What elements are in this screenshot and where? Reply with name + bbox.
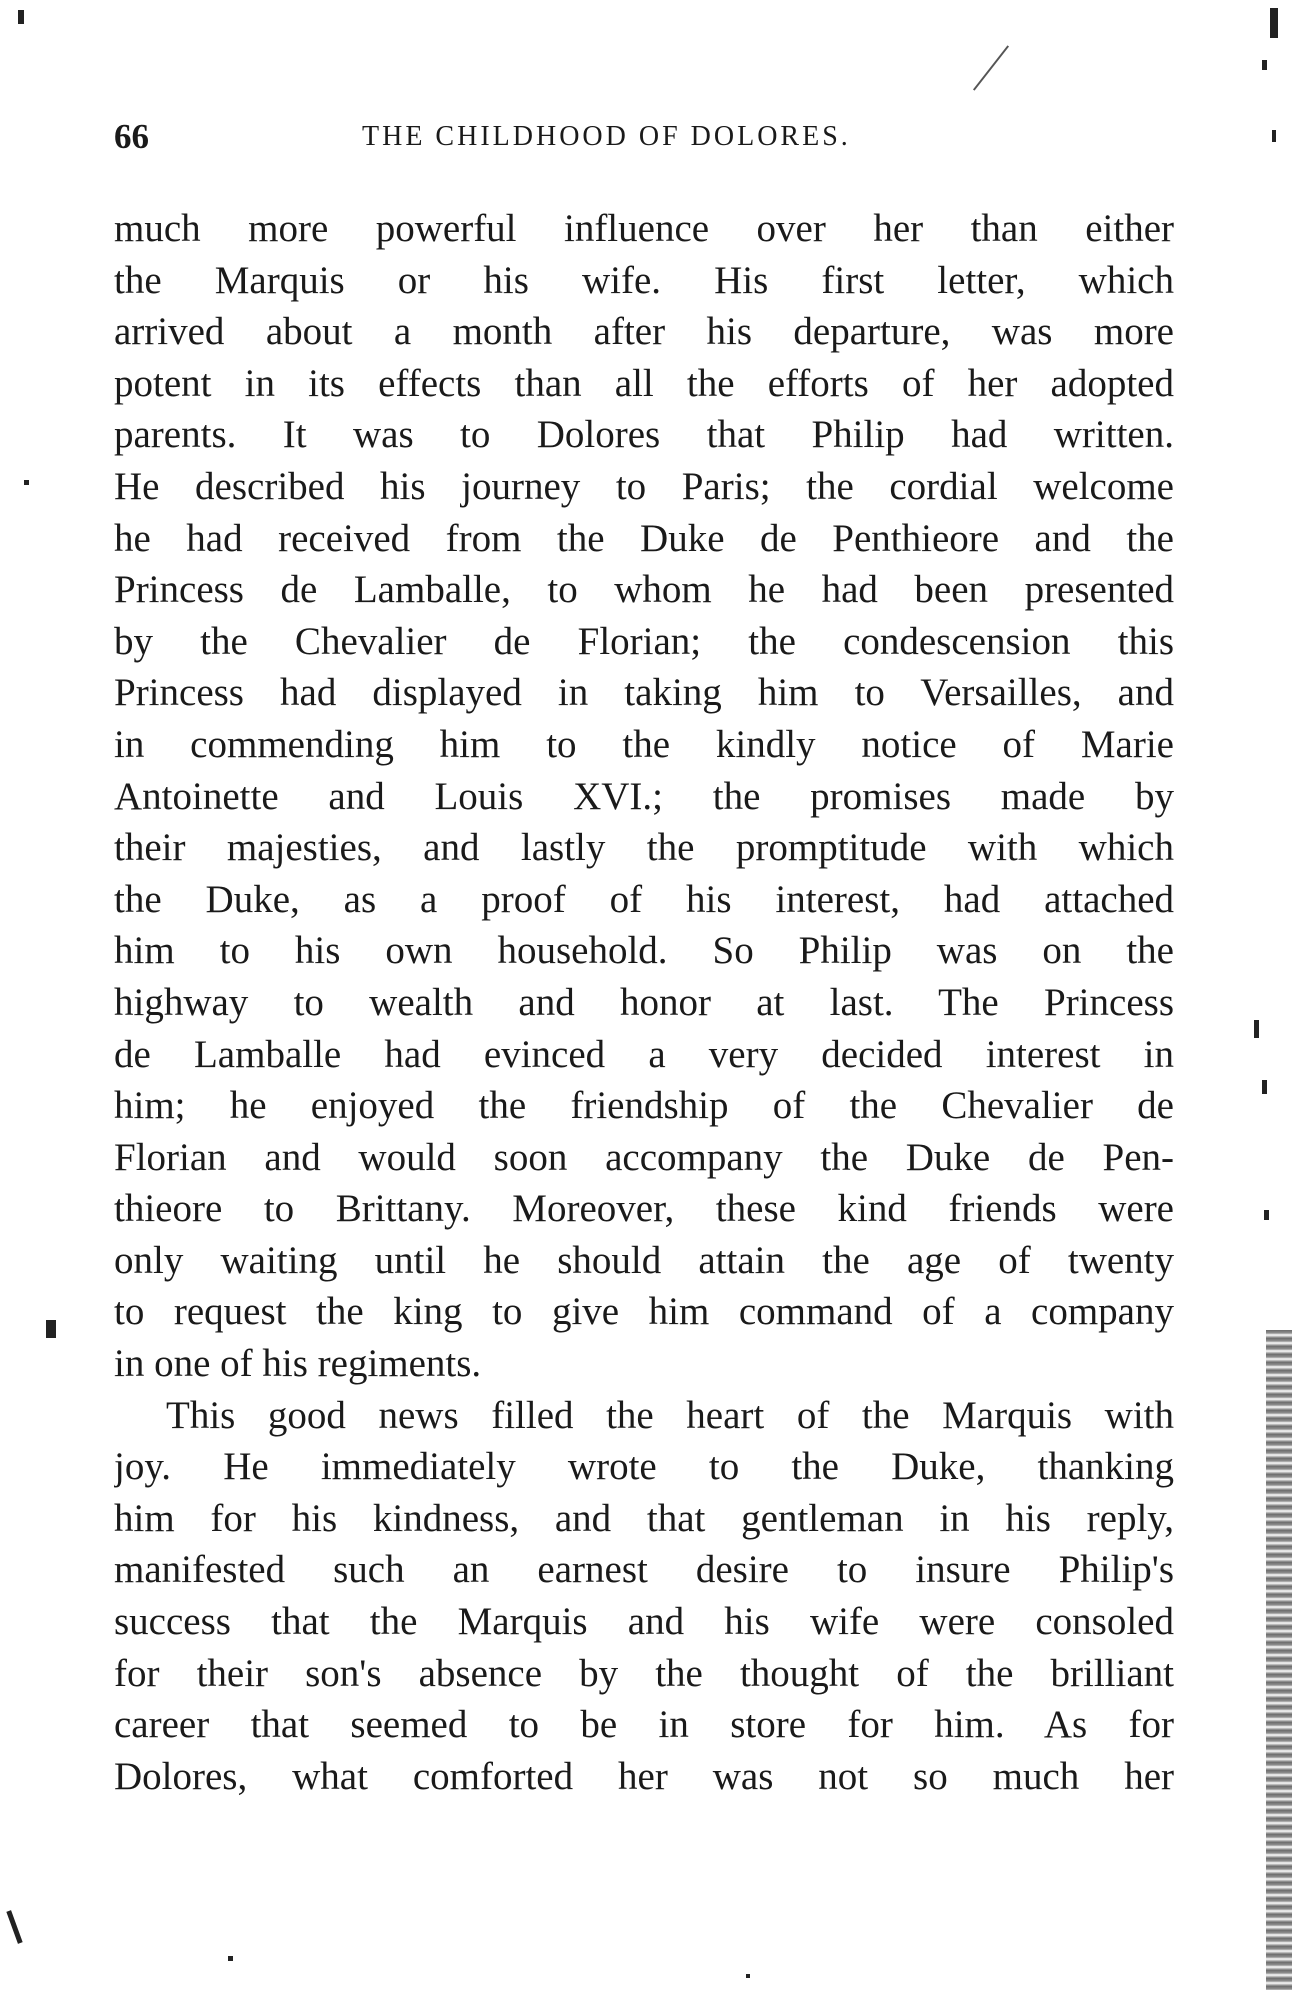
scan-speck (1270, 8, 1278, 38)
text-line: Antoinette and Louis XVI.; the promises made by (114, 774, 1174, 818)
scan-speck (1262, 60, 1267, 70)
text-line: him for his kindness, and that gentleman in his reply, (114, 1496, 1174, 1540)
text-line: to request the king to give him command of a company (114, 1290, 1174, 1334)
scan-speck (973, 45, 1009, 90)
text-line: joy. He immediately wrote to the Duke, thanking (114, 1445, 1174, 1489)
text-line: only waiting until he should attain the age of twenty (114, 1238, 1174, 1282)
text-line: Princess had displayed in taking him to Versailles, and (114, 671, 1174, 715)
text-line: career that seemed to be in store for him. As for (114, 1703, 1174, 1747)
text-line: parents. It was to Dolores that Philip had written. (114, 413, 1174, 457)
scan-speck (24, 480, 29, 485)
text-line: he had received from the Duke de Penthieore and the (114, 516, 1174, 560)
scan-speck (228, 1956, 233, 1961)
text-line: de Lamballe had evinced a very decided interest in (114, 1032, 1174, 1076)
text-line: the Marquis or his wife. His first letter, which (114, 258, 1174, 302)
text-line: He described his journey to Paris; the cordial welcome (114, 464, 1174, 508)
scan-speck (746, 1974, 750, 1978)
text-line: him; he enjoyed the friendship of the Chevalier de (114, 1084, 1174, 1128)
text-line: in one of his regiments. (114, 1342, 482, 1386)
scan-speck (1272, 130, 1276, 142)
body-text (114, 203, 1174, 1802)
scan-speck (1264, 1210, 1269, 1220)
text-line: by the Chevalier de Florian; the condescension this (114, 619, 1174, 663)
text-line: manifested such an earnest desire to insure Philip's (114, 1548, 1174, 1592)
scan-speck (1254, 1020, 1259, 1038)
text-line: their majesties, and lastly the promptitude with which (114, 826, 1174, 870)
text-line: him to his own household. So Philip was on the (114, 929, 1174, 973)
running-head (114, 112, 1174, 162)
scan-speck (1262, 1080, 1267, 1094)
text-line: highway to wealth and honor at last. The Princess (114, 980, 1174, 1024)
page-edge-shadow (1266, 1330, 1292, 1990)
scan-speck (18, 10, 24, 24)
text-line: success that the Marquis and his wife were consoled (114, 1600, 1174, 1644)
running-title: THE CHILDHOOD OF DOLORES. (362, 121, 851, 152)
scan-speck (6, 1910, 22, 1944)
text-line: arrived about a month after his departure, was more (114, 310, 1174, 354)
text-line: Florian and would soon accompany the Duke de Pen- (114, 1135, 1174, 1179)
text-line: thieore to Brittany. Moreover, these kind friends were (114, 1187, 1174, 1231)
text-line: in commending him to the kindly notice of Marie (114, 722, 1174, 766)
scan-speck (46, 1320, 56, 1338)
text-line: for their son's absence by the thought of the brilliant (114, 1651, 1174, 1695)
text-line: the Duke, as a proof of his interest, had attached (114, 877, 1174, 921)
text-line: This good news filled the heart of the Marquis with (166, 1393, 1174, 1437)
text-line: potent in its effects than all the efforts of her adopted (114, 361, 1174, 405)
page-number: 66 (114, 117, 149, 156)
paragraph (114, 1390, 1174, 1803)
text-line: Dolores, what comforted her was not so much her (114, 1754, 1174, 1798)
paragraph (114, 203, 1174, 1390)
text-line: Princess de Lamballe, to whom he had been presented (114, 568, 1174, 612)
text-line: much more powerful influence over her than either (114, 207, 1174, 250)
